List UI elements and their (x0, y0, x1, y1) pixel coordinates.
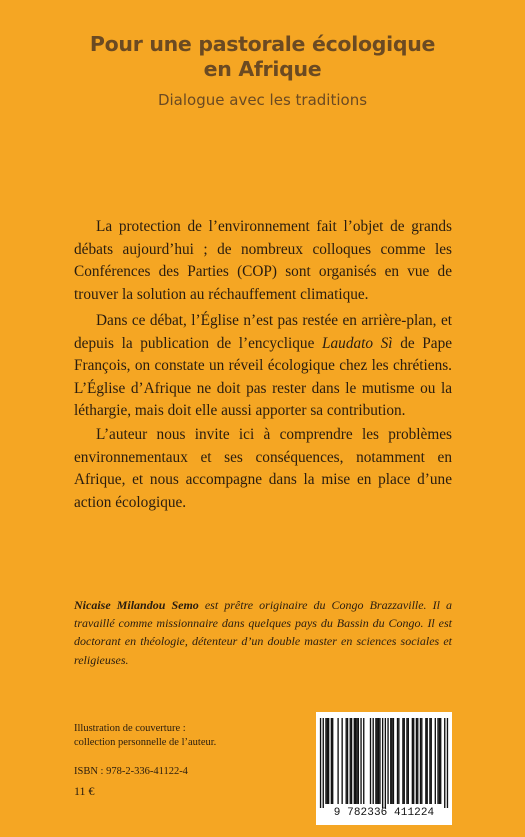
barcode-bar (328, 718, 329, 804)
barcode-bar (363, 718, 364, 804)
barcode-bar (358, 718, 359, 804)
book-title-line-2: en Afrique (203, 57, 322, 81)
barcode-bar (397, 718, 398, 804)
author-name: Nicaise Milandou Semo (74, 598, 199, 612)
barcode-bar (385, 718, 386, 808)
blurb-paragraph-2-text (74, 310, 452, 423)
barcode-bar (346, 718, 347, 804)
blurb-paragraph-2 (74, 310, 452, 423)
barcode-bar (425, 718, 426, 804)
barcode-bar (447, 718, 448, 808)
barcode-bar (420, 718, 421, 804)
book-title-line-1: Pour une pastorale écologique (89, 32, 436, 56)
blurb-paragraph-1 (74, 216, 452, 306)
barcode-bar (354, 718, 355, 804)
barcode-bar (327, 718, 328, 804)
barcode-bar (440, 718, 441, 804)
barcode-bar (437, 718, 438, 804)
barcode-bar (331, 718, 332, 804)
encyclical-title: Laudato Sì (322, 334, 393, 352)
barcode-bar (337, 718, 338, 804)
barcode-bar (360, 718, 361, 804)
barcode-bar (390, 718, 391, 804)
barcode-bar (408, 718, 409, 804)
cover-credit-line-1: Illustration de couverture : (74, 723, 186, 734)
blurb-p2-end: de Pape François, on constate un réveil écologique chez les chrétiens. L’Église d’Afrique ne doit pas rester dans le mutisme ou la léthargie, mais doit elle aussi apporter sa contribution. (74, 334, 453, 420)
author-bio (74, 596, 452, 669)
barcode-bar (444, 718, 445, 808)
barcode-bar (378, 718, 379, 804)
barcode (316, 712, 452, 825)
barcode-bar (341, 718, 342, 804)
barcode-bar (379, 718, 380, 804)
barcode-bar (429, 718, 430, 804)
barcode-bar (347, 718, 348, 804)
barcode-bar (406, 718, 407, 804)
barcode-bar (356, 718, 357, 804)
barcode-bar (431, 718, 432, 804)
cover-credit-line-2: collection personnelle de l’auteur. (74, 737, 217, 748)
barcode-bar (373, 718, 374, 804)
barcode-bar (375, 718, 376, 804)
cover-credit (74, 722, 274, 750)
barcode-bar (412, 718, 413, 804)
barcode-bar (370, 718, 371, 804)
isbn: ISBN : 978-2-336-41122-4 (74, 766, 188, 777)
barcode-bar (377, 718, 378, 804)
barcode-bar (355, 718, 356, 804)
barcode-number: 9 782336 411224 (333, 807, 435, 819)
barcode-bar (351, 718, 352, 804)
blurb-p2-start: Dans ce débat, l’Église n’est pas restée en arrière-plan, et depuis la publication de l’encyclique (74, 312, 452, 352)
barcode-bar (435, 718, 436, 804)
barcode-bar (427, 718, 428, 804)
blurb-paragraph-3 (74, 424, 452, 514)
barcode-bar (402, 718, 403, 804)
barcode-bar (325, 718, 326, 804)
barcode-bar (382, 718, 383, 808)
barcode-bar (439, 718, 440, 804)
barcode-bar (387, 718, 388, 804)
barcode-bar (398, 718, 399, 804)
barcode-bars (316, 712, 452, 808)
barcode-bar (323, 718, 324, 808)
barcode-bar (404, 718, 405, 804)
barcode-bar (332, 718, 333, 804)
barcode-bar (417, 718, 418, 804)
book-subtitle: Dialogue avec les traditions (157, 91, 368, 109)
barcode-bar (416, 718, 417, 804)
price: 11 € (74, 784, 95, 798)
barcode-bar (421, 718, 422, 804)
barcode-bar (393, 718, 394, 804)
barcode-bar (350, 718, 351, 804)
author-bio-text: est prêtre originaire du Congo Brazzaville. Il a travaillé comme missionnaire dans quelques pays du Bassin du Congo. Il est doctorant en théologie, détenteur d’un double master en sciences sociales et religieuses. (74, 598, 452, 667)
blurb-paragraph-3-text: L’auteur nous invite ici à comprendre les problèmes environnementaux et ses conséquences, notamment en Afrique, et nous accompagne dans la mise en place d’une action écologique. (74, 426, 452, 511)
barcode-bar (320, 718, 321, 808)
barcode-bar (391, 718, 392, 804)
barcode-bar (413, 718, 414, 804)
book-title (0, 32, 525, 82)
blurb-paragraph-1-text: La protection de l’environnement fait l’objet de grands débats aujourd’hui ; de nombreux colloques comme les Conférences des Parties (COP) sont organisés en vue de trouver la solution au réchauffement climatique. (74, 218, 452, 303)
